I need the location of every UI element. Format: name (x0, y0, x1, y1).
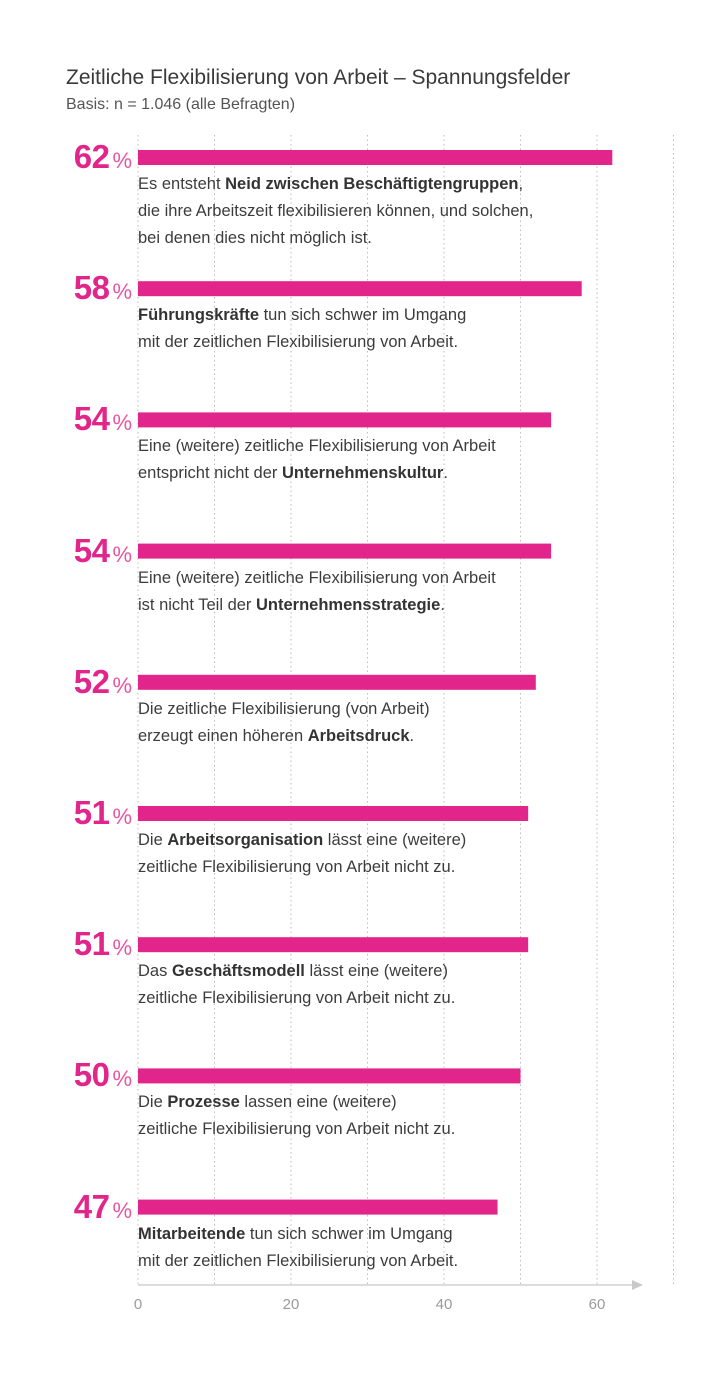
x-tick-label: 0 (133, 1296, 143, 1313)
category-label: Die Prozesse lassen eine (weitere) zeitliche Flexibilisierung von Arbeit nicht zu. (138, 1093, 456, 1139)
x-tick-label: 60 (588, 1296, 606, 1313)
percent-sign: % (112, 672, 132, 698)
bar-value-label (0, 531, 132, 569)
percent-sign: % (112, 935, 132, 961)
category-label: Mitarbeitende tun sich schwer im Umgang mit der zeitlichen Flexibilisierung von Arbeit. (138, 1224, 459, 1270)
category-label: Führungskräfte tun sich schwer im Umgang mit der zeitlichen Flexibilisierung von Arbeit. (138, 306, 467, 352)
category-label: Eine (weitere) zeitliche Flexibilisierung von Arbeit entspricht nicht der Unternehmenskultur. (138, 437, 496, 483)
bar-value-number: 62 (73, 138, 110, 175)
bar-value-label (0, 925, 132, 963)
x-axis-arrow-icon (632, 1280, 643, 1290)
bar-value-number: 50 (73, 1056, 110, 1094)
bar-value-label (0, 140, 132, 173)
bar (138, 1068, 521, 1083)
bar (138, 544, 551, 559)
bar (138, 281, 582, 296)
bar-value-number: 54 (73, 531, 110, 569)
bar (138, 937, 528, 952)
bar-value-number: 58 (73, 269, 110, 307)
category-label: Es entsteht Neid zwischen Beschäftigtengruppen, die ihre Arbeitszeit flexibilisieren können, und solchen, bei denen dies nicht möglich ist. (138, 175, 534, 247)
bar-value-number: 51 (73, 794, 110, 831)
category-label: Die zeitliche Flexibilisierung (von Arbeit) erzeugt einen höheren Arbeitsdruck. (138, 699, 430, 745)
bar (138, 412, 551, 427)
percent-sign: % (112, 804, 132, 829)
x-tick-label: 20 (282, 1296, 300, 1313)
bar-value-number: 54 (73, 400, 110, 438)
bar-value-label (0, 662, 132, 700)
x-tick-label: 40 (435, 1296, 453, 1313)
bar (138, 1200, 498, 1215)
category-label: Eine (weitere) zeitliche Flexibilisierung von Arbeit ist nicht Teil der Unternehmensstrategie. (138, 568, 496, 614)
bar-value-label (0, 796, 132, 829)
bar (138, 150, 612, 165)
percent-sign: % (112, 410, 132, 436)
chart-subtitle: Basis: n = 1.046 (alle Befragten) (66, 96, 296, 113)
chart-title: Zeitliche Flexibilisierung von Arbeit – Spannungsfelder (66, 66, 571, 89)
percent-sign: % (112, 279, 132, 305)
bar-value-label (0, 269, 132, 307)
percent-sign: % (112, 1066, 132, 1092)
bar-value-label (0, 1056, 132, 1094)
percent-sign: % (112, 148, 132, 173)
category-label: Die Arbeitsorganisation lässt eine (weitere) zeitliche Flexibilisierung von Arbeit nicht zu. (138, 831, 467, 876)
bar-value-number: 51 (73, 925, 110, 963)
bar-value-label (0, 400, 132, 438)
bar-value-label (0, 1187, 132, 1225)
bar-value-number: 47 (73, 1187, 110, 1225)
bar (138, 675, 536, 690)
category-label: Das Geschäftsmodell lässt eine (weitere) zeitliche Flexibilisierung von Arbeit nicht zu. (138, 962, 456, 1008)
bar-value-number: 52 (73, 662, 110, 700)
percent-sign: % (112, 1197, 132, 1223)
bar (138, 806, 528, 821)
percent-sign: % (112, 541, 132, 567)
